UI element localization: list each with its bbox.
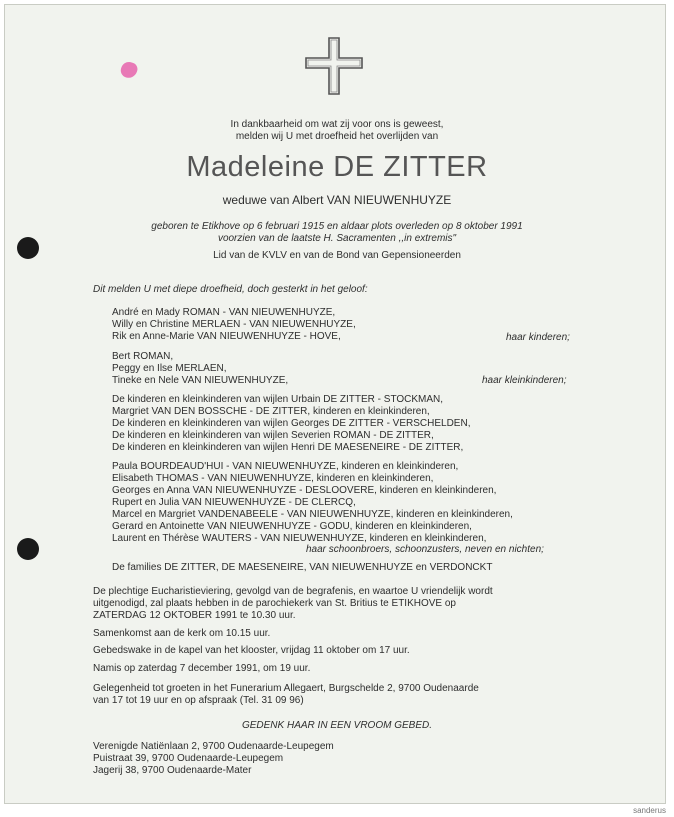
funerarium-line-1: Gelegenheid tot groeten in het Funerarium Allegaert, Burgschelde 2, 9700 Oudenaarde — [93, 683, 479, 694]
birth-death-line-1: geboren te Etikhove op 6 februari 1915 en aldaar plots overleden op 8 oktober 1991 — [151, 221, 523, 232]
watermark: sanderus — [633, 806, 666, 815]
widow-of: weduwe van Albert VAN NIEUWENHUYZE — [222, 193, 452, 207]
birth-death-line-2: voorzien van de laatste H. Sacramenten ,,in extremis" — [217, 233, 457, 244]
ceremony-line-2: uitgenodigd, zal plaats hebben in de parochiekerk van St. Britius te ETIKHOVE op — [93, 598, 456, 609]
prayer: GEDENK HAAR IN EEN VROOM GEBED. — [241, 720, 433, 731]
sibling-line-1: De kinderen en kleinkinderen van wijlen Urbain DE ZITTER - STOCKMAN, — [112, 394, 444, 405]
families: De families DE ZITTER, DE MAESENEIRE, VAN NIEUWENHUYZE en VERDONCKT — [112, 562, 493, 573]
footer-strip — [0, 806, 674, 817]
in-law-line-6: Gerard en Antoinette VAN NIEUWENHUYZE - GODU, kinderen en kleinkinderen, — [112, 521, 472, 532]
in-law-line-7: Laurent en Thérèse WAUTERS - VAN NIEUWENHUYZE, kinderen en kleinkinderen, — [112, 533, 487, 544]
intro-line-2: melden wij U met droefheid het overlijden van — [235, 131, 439, 142]
deceased-name: Madeleine DE ZITTER — [186, 151, 488, 183]
ceremony-line-1: De plechtige Eucharistieviering, gevolgd van de begrafenis, en waartoe U vriendelijk wordt — [93, 586, 493, 597]
address-2: Puistraat 39, 9700 Oudenaarde-Leupegem — [93, 753, 284, 764]
in-law-line-1: Paula BOURDEAUD'HUI - VAN NIEUWENHUYZE, kinderen en kleinkinderen, — [112, 461, 459, 472]
announcement: Dit melden U met diepe droefheid, doch gesterkt in het geloof: — [93, 284, 368, 295]
child-3: Rik en Anne-Marie VAN NIEUWENHUYZE - HOVE, — [112, 331, 341, 342]
punch-hole-bottom — [17, 538, 39, 560]
children-label: haar kinderen; — [506, 332, 570, 343]
mass-later: Namis op zaterdag 7 december 1991, om 19 uur. — [93, 663, 311, 674]
membership: Lid van de KVLV en van de Bond van Gepensioneerden — [213, 250, 461, 261]
address-3: Jagerij 38, 9700 Oudenaarde-Mater — [93, 765, 252, 776]
intro-line-1: In dankbaarheid om wat zij voor ons is geweest, — [230, 119, 444, 130]
in-law-line-5: Marcel en Margriet VANDENABEELE - VAN NIEUWENHUYZE, kinderen en kleinkinderen, — [112, 509, 513, 520]
cross-icon — [304, 36, 364, 96]
sibling-line-5: De kinderen en kleinkinderen van wijlen Henri DE MAESENEIRE - DE ZITTER, — [112, 442, 464, 453]
ceremony-line-3: ZATERDAG 12 OKTOBER 1991 te 10.30 uur. — [93, 610, 296, 621]
vigil: Gebedswake in de kapel van het klooster, vrijdag 11 oktober om 17 uur. — [93, 645, 410, 656]
sibling-line-2: Margriet VAN DEN BOSSCHE - DE ZITTER, kinderen en kleinkinderen, — [112, 406, 430, 417]
sibling-line-4: De kinderen en kleinkinderen van wijlen Severien ROMAN - DE ZITTER, — [112, 430, 434, 441]
grandchild-2: Peggy en Ilse MERLAEN, — [112, 363, 227, 374]
grandchildren-label: haar kleinkinderen; — [482, 375, 567, 386]
in-law-line-3: Georges en Anna VAN NIEUWENHUYZE - DESLOOVERE, kinderen en kleinkinderen, — [112, 485, 497, 496]
meeting: Samenkomst aan de kerk om 10.15 uur. — [93, 628, 271, 639]
funerarium-line-2: van 17 tot 19 uur en op afspraak (Tel. 31 09 96) — [93, 695, 304, 706]
sibling-line-3: De kinderen en kleinkinderen van wijlen Georges DE ZITTER - VERSCHELDEN, — [112, 418, 471, 429]
child-1: André en Mady ROMAN - VAN NIEUWENHUYZE, — [112, 307, 336, 318]
address-1: Verenigde Natiënlaan 2, 9700 Oudenaarde-Leupegem — [93, 741, 334, 752]
in-law-line-4: Rupert en Julia VAN NIEUWENHUYZE - DE CLERCQ, — [112, 497, 356, 508]
in-laws-label: haar schoonbroers, schoonzusters, neven en nichten; — [306, 544, 544, 555]
child-2: Willy en Christine MERLAEN - VAN NIEUWENHUYZE, — [112, 319, 356, 330]
grandchild-3: Tineke en Nele VAN NIEUWENHUYZE, — [112, 375, 289, 386]
grandchild-1: Bert ROMAN, — [112, 351, 174, 362]
in-law-line-2: Elisabeth THOMAS - VAN NIEUWENHUYZE, kinderen en kleinkinderen, — [112, 473, 434, 484]
